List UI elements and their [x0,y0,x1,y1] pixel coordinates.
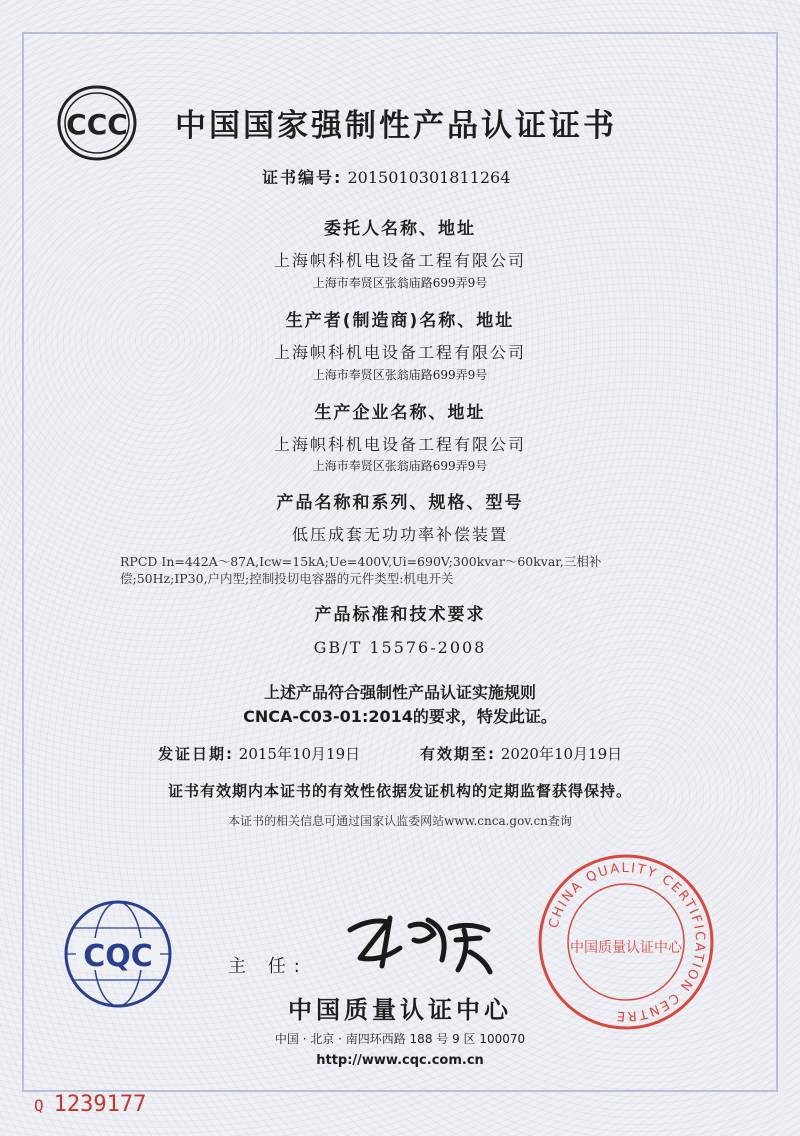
serial-prefix: Q [34,1096,44,1115]
factory-name: 上海帜科机电设备工程有限公司 [273,435,526,454]
certificate-number [262,165,510,188]
expiry-date-value: 2020年10月19日 [500,745,623,763]
applicant-heading: 委托人名称、地址 [324,219,476,239]
validity-notice: 证书有效期内本证书的有效性依据发证机构的定期监督获得保持。 [167,782,632,800]
ccc-logo-text: CCC [66,108,128,141]
ccc-logo [56,82,138,164]
seal-ring-text: CHINA QUALITY CERTIFICATION CENTRE [546,860,708,1024]
certificate-number-label: 证书编号: [262,168,343,187]
manufacturer-heading: 生产者(制造商)名称、地址 [285,311,515,331]
issue-date [158,743,360,764]
product-spec-line-1: RPCD In=442A～87A,Icw=15kA;Ue=400V,Ui=690V;300kvar～60kvar,三相补 [120,554,602,569]
factory-heading: 生产企业名称、地址 [314,403,486,423]
seal-center-text: 中国质量认证中心 [570,940,682,956]
conformity-line-2: CNCA-C03-01:2014的要求，特发此证。 [243,707,557,726]
director-label: 主 任: [228,956,308,977]
issue-date-value: 2015年10月19日 [238,745,361,763]
factory-address: 上海市奉贤区张翁庙路699弄9号 [312,459,488,473]
standard-heading: 产品标准和技术要求 [314,605,486,625]
product-name: 低压成套无功功率补偿装置 [291,525,508,544]
director-signature [330,900,510,980]
product-heading: 产品名称和系列、规格、型号 [276,493,524,513]
manufacturer-name: 上海帜科机电设备工程有限公司 [273,343,526,362]
organization-name: 中国质量认证中心 [288,996,512,1024]
organization-address: 中国 · 北京 · 南四环西路 188 号 9 区 100070 [274,1032,526,1046]
standard-value: GB/T 15576-2008 [313,638,487,657]
official-seal [536,852,716,1032]
certificate-number-value: 2015010301811264 [347,168,511,187]
organization-url: http://www.cqc.com.cn [316,1053,484,1068]
query-notice: 本证书的相关信息可通过国家认监委网站www.cnca.gov.cn查询 [228,814,572,828]
cqc-logo-text: CQC [83,939,153,974]
serial-number [34,1092,146,1117]
conformity-line-1: 上述产品符合强制性产品认证实施规则 [263,683,536,702]
expiry-date-label: 有效期至: [420,745,496,763]
expiry-date [420,743,622,764]
certificate-title: 中国国家强制性产品认证证书 [175,108,617,144]
issue-date-label: 发证日期: [158,745,234,763]
applicant-name: 上海帜科机电设备工程有限公司 [273,251,526,270]
manufacturer-address: 上海市奉贤区张翁庙路699弄9号 [312,368,488,382]
applicant-address: 上海市奉贤区张翁庙路699弄9号 [312,276,488,290]
serial-value: 1239177 [53,1092,147,1117]
product-spec-line-2: 偿;50Hz;IP30,户内型;控制投切电容器的元件类型:机电开关 [120,571,454,586]
